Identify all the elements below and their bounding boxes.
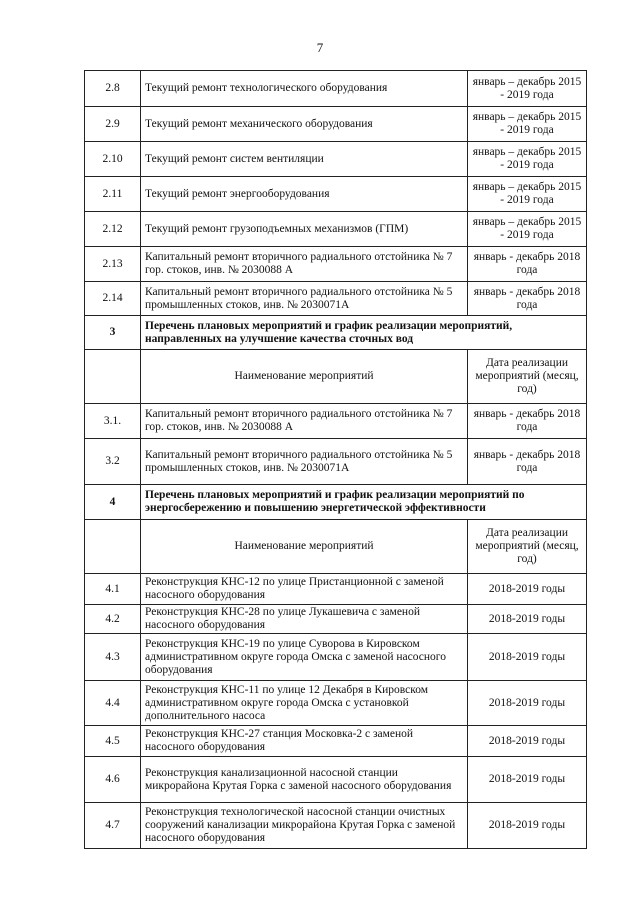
row-number: 2.9 (85, 107, 141, 142)
row-name: Капитальный ремонт вторичного радиального отстойника № 7 гор. стоков, инв. № 2030088 А (141, 247, 468, 282)
row-number: 4.5 (85, 726, 141, 757)
row-date: январь - декабрь 2018 года (468, 439, 587, 485)
section-title: Перечень плановых мероприятий и график реализации мероприятий по энергосбережению и повышению энергетической эффективности (141, 485, 587, 520)
table-row (85, 757, 587, 803)
header-date: Дата реализации мероприятий (месяц, год) (468, 520, 587, 574)
table-row (85, 605, 587, 634)
section-number: 3 (85, 316, 141, 350)
row-date: 2018-2019 годы (468, 803, 587, 849)
row-number: 2.13 (85, 247, 141, 282)
row-name: Текущий ремонт механического оборудования (141, 107, 468, 142)
row-number: 2.11 (85, 177, 141, 212)
row-name: Реконструкция канализационной насосной станции микрорайона Крутая Горка с заменой насосного оборудования (141, 757, 468, 803)
header-row (85, 350, 587, 404)
row-number: 2.14 (85, 282, 141, 316)
row-name: Капитальный ремонт вторичного радиального отстойника № 5 промышленных стоков, инв. № 2030071А (141, 439, 468, 485)
table-row (85, 803, 587, 849)
row-date: январь – декабрь 2015 - 2019 года (468, 177, 587, 212)
row-name: Текущий ремонт систем вентиляции (141, 142, 468, 177)
table-row (85, 247, 587, 282)
row-date: 2018-2019 годы (468, 757, 587, 803)
row-date: январь – декабрь 2015 - 2019 года (468, 212, 587, 247)
table-row (85, 212, 587, 247)
row-date: январь – декабрь 2015 - 2019 года (468, 142, 587, 177)
row-number: 2.12 (85, 212, 141, 247)
section-title: Перечень плановых мероприятий и график реализации мероприятий, направленных на улучшение качества сточных вод (141, 316, 587, 350)
table-row (85, 439, 587, 485)
header-blank-cell (85, 520, 141, 574)
row-name: Реконструкция КНС-11 по улице 12 Декабря в Кировском административном округе города Омска с установкой дополнительного насоса (141, 681, 468, 726)
row-number: 4.2 (85, 605, 141, 634)
row-name: Реконструкция технологической насосной станции очистных сооружений канализации микрорайона Крутая Горка с заменой насосного оборудования (141, 803, 468, 849)
row-name: Реконструкция КНС-27 станция Московка-2 с заменой насосного оборудования (141, 726, 468, 757)
row-number: 4.7 (85, 803, 141, 849)
row-name: Реконструкция КНС-28 по улице Лукашевича с заменой насосного оборудования (141, 605, 468, 634)
row-name: Текущий ремонт грузоподъемных механизмов (ГПМ) (141, 212, 468, 247)
row-name: Капитальный ремонт вторичного радиального отстойника № 7 гор. стоков, инв. № 2030088 А (141, 404, 468, 439)
table-row (85, 726, 587, 757)
row-date: 2018-2019 годы (468, 681, 587, 726)
row-number: 2.10 (85, 142, 141, 177)
row-number: 3.1. (85, 404, 141, 439)
row-date: 2018-2019 годы (468, 574, 587, 605)
row-date: январь – декабрь 2015 - 2019 года (468, 107, 587, 142)
row-number: 4.3 (85, 634, 141, 681)
table-row (85, 681, 587, 726)
header-row (85, 520, 587, 574)
table-row (85, 142, 587, 177)
row-name: Капитальный ремонт вторичного радиального отстойника № 5 промышленных стоков, инв. № 2030071А (141, 282, 468, 316)
row-date: 2018-2019 годы (468, 634, 587, 681)
row-number: 4.1 (85, 574, 141, 605)
page-number: 7 (316, 40, 324, 55)
row-number: 4.4 (85, 681, 141, 726)
section-row (85, 316, 587, 350)
row-number: 2.8 (85, 71, 141, 107)
header-name: Наименование мероприятий (141, 520, 468, 574)
row-date: январь - декабрь 2018 года (468, 404, 587, 439)
row-date: 2018-2019 годы (468, 605, 587, 634)
row-name: Реконструкция КНС-19 по улице Суворова в Кировском административном округе города Омска с заменой насосного оборудования (141, 634, 468, 681)
row-date: январь - декабрь 2018 года (468, 282, 587, 316)
table-row (85, 282, 587, 316)
header-name: Наименование мероприятий (141, 350, 468, 404)
section-row (85, 485, 587, 520)
table-row (85, 71, 587, 107)
row-name: Текущий ремонт технологического оборудования (141, 71, 468, 107)
row-name: Текущий ремонт энергооборудования (141, 177, 468, 212)
row-name: Реконструкция КНС-12 по улице Пристанционной с заменой насосного оборудования (141, 574, 468, 605)
row-date: январь – декабрь 2015 - 2019 года (468, 71, 587, 107)
table-row (85, 107, 587, 142)
row-number: 3.2 (85, 439, 141, 485)
row-date: 2018-2019 годы (468, 726, 587, 757)
table-row (85, 634, 587, 681)
row-date: январь - декабрь 2018 года (468, 247, 587, 282)
row-number: 4.6 (85, 757, 141, 803)
section-number: 4 (85, 485, 141, 520)
table-row (85, 574, 587, 605)
header-date: Дата реализации мероприятий (месяц, год) (468, 350, 587, 404)
header-blank-cell (85, 350, 141, 404)
measures-table (84, 70, 587, 849)
table-row (85, 177, 587, 212)
table-row (85, 404, 587, 439)
